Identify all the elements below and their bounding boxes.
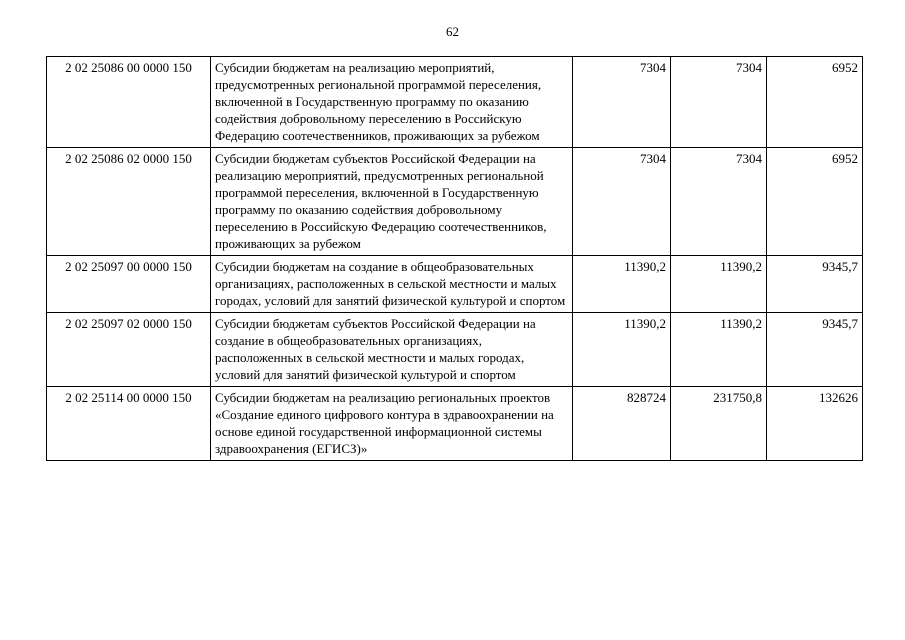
budget-table [46,56,863,461]
value-1-cell: 828724 [573,387,671,461]
budget-code-cell: 2 02 25097 00 0000 150 [47,256,211,313]
value-2-cell: 231750,8 [671,387,767,461]
description-cell: Субсидии бюджетам на реализацию региональных проектов «Создание единого цифрового контура в здравоохранении на основе единой государственной информационной системы здравоохранения (ЕГИСЗ)» [211,387,573,461]
value-2-cell: 11390,2 [671,256,767,313]
budget-code-cell: 2 02 25086 02 0000 150 [47,148,211,256]
value-2-cell: 11390,2 [671,313,767,387]
description-cell: Субсидии бюджетам субъектов Российской Федерации на реализацию мероприятий, предусмотренных региональной программой переселения, включенной в Государственную программу по оказанию содействия добровольному переселению в Российскую Федерацию соотечественников, проживающих за рубежом [211,148,573,256]
value-3-cell: 9345,7 [767,256,863,313]
page-number: 62 [446,24,459,39]
value-1-cell: 11390,2 [573,313,671,387]
budget-code-cell: 2 02 25086 00 0000 150 [47,57,211,148]
value-2-cell: 7304 [671,57,767,148]
table-row [47,57,863,148]
budget-code-cell: 2 02 25097 02 0000 150 [47,313,211,387]
value-3-cell: 6952 [767,148,863,256]
value-3-cell: 132626 [767,387,863,461]
value-3-cell: 6952 [767,57,863,148]
table-row [47,256,863,313]
table-row [47,313,863,387]
value-2-cell: 7304 [671,148,767,256]
table-row [47,387,863,461]
value-3-cell: 9345,7 [767,313,863,387]
table-row [47,148,863,256]
value-1-cell: 7304 [573,148,671,256]
budget-code-cell: 2 02 25114 00 0000 150 [47,387,211,461]
description-cell: Субсидии бюджетам субъектов Российской Федерации на создание в общеобразовательных организациях, расположенных в сельской местности и малых городах, условий для занятий физической культурой и спортом [211,313,573,387]
value-1-cell: 11390,2 [573,256,671,313]
description-cell: Субсидии бюджетам на создание в общеобразовательных организациях, расположенных в сельской местности и малых городах, условий для занятий физической культурой и спортом [211,256,573,313]
value-1-cell: 7304 [573,57,671,148]
description-cell: Субсидии бюджетам на реализацию мероприятий, предусмотренных региональной программой переселения, включенной в Государственную программу по оказанию содействия добровольному переселению в Российскую Федерацию соотечественников, проживающих за рубежом [211,57,573,148]
